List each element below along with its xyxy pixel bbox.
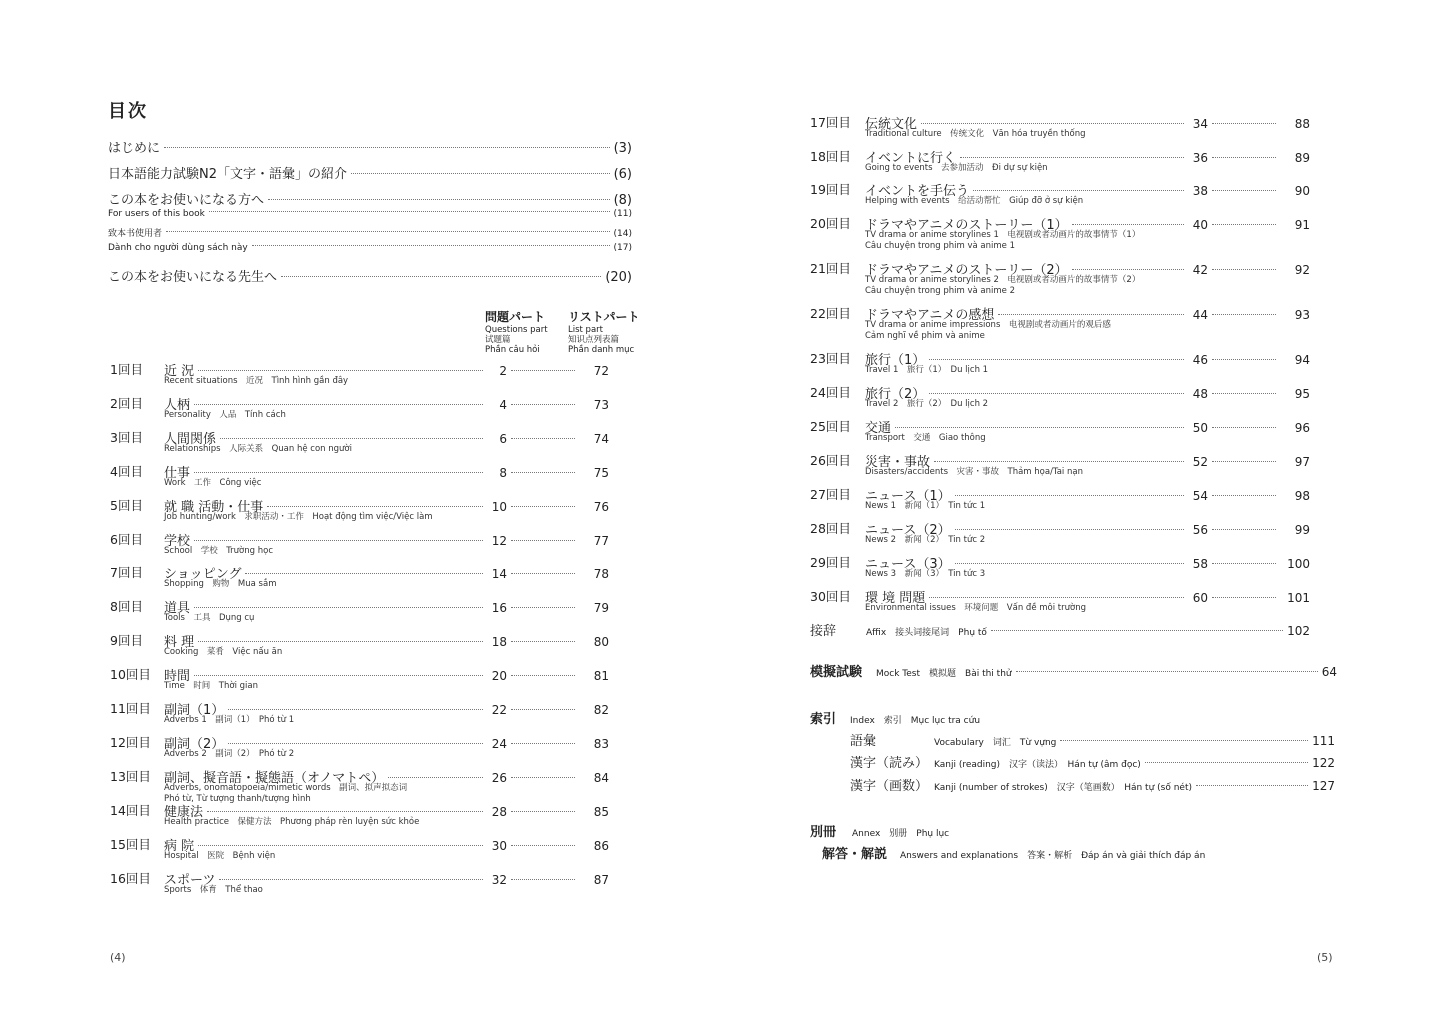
leader-dots	[511, 709, 575, 710]
leader-dots	[1212, 269, 1276, 270]
intro-label: この本をお使いになる方へ	[108, 193, 265, 208]
chapter-subtitle: News 3 新闻（3） Tin tức 3	[865, 569, 986, 579]
list-page: 85	[593, 804, 609, 819]
question-page: 54	[1192, 489, 1208, 503]
intro-page: (8)	[613, 193, 632, 208]
chapter-number: 6回目	[110, 531, 143, 547]
chapter-subtitle: Work 工作 Công việc	[164, 477, 262, 488]
index-heading: 索引 Index 索引 Mục lục tra cứu	[810, 712, 981, 727]
leader-dots	[1212, 495, 1276, 496]
chapter-number: 28回目	[810, 521, 851, 536]
list-page: 84	[593, 770, 609, 785]
intro-row[interactable]	[108, 226, 632, 239]
leader-dots	[1196, 785, 1308, 786]
chapter-subtitle: Environmental issues 环境问题 Vấn đề môi trường	[865, 603, 1086, 613]
chapter-row[interactable]	[110, 496, 669, 530]
chapter-title: 旅行（2）	[865, 387, 926, 402]
chapter-number: 14回目	[110, 802, 151, 818]
list-page: 92	[1294, 263, 1310, 277]
chapter-row[interactable]	[110, 597, 669, 631]
question-page: 52	[1192, 455, 1208, 469]
question-page: 12	[491, 533, 507, 548]
leader-dots	[1212, 314, 1276, 315]
leader-dots	[1212, 427, 1276, 428]
question-page: 42	[1192, 263, 1208, 277]
chapter-subtitle: Job hunting/work 求职活动・工作 Hoạt động tìm việc/Việc làm	[164, 511, 433, 522]
leader-dots	[194, 472, 483, 473]
chapter-subtitle: Tools 工具 Dụng cụ	[164, 613, 255, 624]
leader-dots	[511, 540, 575, 541]
leader-dots	[511, 675, 575, 676]
leader-dots	[511, 777, 575, 778]
leader-dots	[929, 597, 1184, 598]
chapter-title: 伝統文化	[865, 117, 918, 132]
leader-dots	[973, 190, 1184, 191]
chapter-subtitle: Cooking 菜肴 Việc nấu ăn	[164, 647, 283, 658]
intro-page: (17)	[613, 243, 632, 253]
chapter-title: イベントを手伝う	[865, 184, 970, 199]
intro-page: (3)	[613, 141, 632, 156]
leader-dots	[245, 573, 483, 574]
chapter-subtitle: Adverbs 2 副词（2） Phó từ 2	[164, 748, 295, 759]
chapter-subtitle: Adverbs, onomatopoeia/mimetic words 副词、拟声拟态词	[164, 782, 408, 793]
leader-dots	[1212, 123, 1276, 124]
chapter-row[interactable]	[810, 519, 1330, 553]
mock-test-row[interactable]: 模擬試験 Mock Test 模拟题 Bài thi thử 64	[810, 665, 1337, 680]
leader-dots	[1212, 563, 1276, 564]
question-page: 8	[499, 465, 507, 480]
chapter-number: 17回目	[810, 115, 851, 130]
leader-dots	[511, 370, 575, 371]
answers-row[interactable]: 解答・解説 Answers and explanations 答案・解析 Đáp án và giải thích đáp án	[822, 847, 1206, 862]
index-item-row[interactable]	[850, 775, 1335, 794]
question-page: 50	[1192, 421, 1208, 435]
chapter-title: スポーツ	[164, 872, 216, 888]
leader-dots	[207, 811, 483, 812]
intro-page: (14)	[613, 229, 632, 239]
list-page: 75	[593, 465, 609, 480]
leader-dots	[511, 641, 575, 642]
list-page: 83	[593, 736, 609, 751]
chapter-row[interactable]	[810, 259, 1330, 296]
chapter-subtitle: News 2 新闻（2） Tin tức 2	[865, 535, 986, 545]
leader-dots	[209, 211, 610, 212]
chapter-title: 副詞（1）	[164, 703, 225, 718]
list-page: 97	[1294, 455, 1310, 469]
leader-dots	[1060, 740, 1308, 741]
intro-page: (11)	[613, 209, 632, 219]
leader-dots	[511, 743, 575, 744]
chapter-number: 25回目	[810, 419, 851, 434]
chapter-number: 2回目	[110, 395, 143, 411]
intro-label: 致本书使用者	[108, 229, 163, 239]
index-item-row[interactable]	[850, 730, 1335, 749]
chapter-subtitle: Disasters/accidents 灾害・事故 Thảm họa/Tai nạn	[865, 467, 1083, 477]
chapter-number: 16回目	[110, 870, 151, 886]
list-page: 76	[593, 499, 609, 514]
intro-label: 日本語能力試験N2「文字・語彙」の紹介	[108, 167, 347, 182]
chapter-number: 3回目	[110, 429, 143, 445]
leader-dots	[955, 529, 1184, 530]
chapter-number: 26回目	[810, 453, 851, 468]
chapter-row[interactable]	[810, 485, 1330, 519]
leader-dots	[511, 879, 575, 880]
leader-dots	[511, 811, 575, 812]
intro-row[interactable]	[108, 189, 632, 208]
chapter-row[interactable]	[110, 360, 669, 394]
chapter-title: 就 職 活動・仕事	[164, 499, 264, 515]
question-page: 16	[491, 601, 507, 616]
chapter-row[interactable]	[810, 214, 1330, 251]
chapter-number: 5回目	[110, 497, 143, 513]
leader-dots	[1212, 529, 1276, 530]
chapter-title: ドラマやアニメのストーリー（2）	[865, 263, 1068, 278]
chapter-row[interactable]	[110, 394, 669, 428]
chapter-row[interactable]	[110, 530, 669, 564]
chapter-title: 人間関係	[164, 431, 217, 447]
leader-dots	[194, 404, 483, 405]
list-part-header: リストパート List part 知识点列表篇 Phần danh mục	[568, 310, 640, 355]
leader-dots	[1212, 359, 1276, 360]
chapter-title: ニュース（2）	[865, 523, 951, 538]
chapter-number: 1回目	[110, 362, 143, 377]
leader-dots	[164, 147, 610, 148]
chapter-row[interactable]	[110, 631, 669, 665]
chapter-number: 8回目	[110, 599, 143, 615]
chapter-subtitle: Time 时间 Thời gian	[164, 681, 258, 692]
leader-dots	[960, 157, 1184, 158]
leader-dots	[220, 438, 483, 439]
index-item-label: 漢字（画数）	[850, 779, 929, 794]
chapter-subtitle: News 1 新闻（1） Tin tức 1	[865, 501, 986, 511]
leader-dots	[1072, 224, 1184, 225]
chapter-title: ニュース（3）	[865, 557, 951, 572]
list-page: 77	[593, 533, 609, 548]
chapter-number: 23回目	[810, 351, 851, 366]
leader-dots	[955, 495, 1184, 496]
leader-dots	[511, 506, 575, 507]
leader-dots	[228, 743, 483, 744]
chapter-subtitle: School 学校 Trường học	[164, 545, 273, 556]
leader-dots	[198, 845, 483, 846]
leader-dots	[1212, 224, 1276, 225]
index-item-page: 111	[1312, 734, 1335, 748]
leader-dots	[921, 123, 1184, 124]
list-page: 73	[593, 397, 609, 412]
intro-page: (20)	[605, 270, 632, 285]
intro-row[interactable]	[108, 137, 632, 156]
question-page: 58	[1192, 557, 1208, 571]
chapter-title: 人柄	[164, 397, 191, 413]
chapter-number: 7回目	[110, 565, 143, 581]
leader-dots	[194, 607, 483, 608]
chapter-row[interactable]	[110, 869, 669, 903]
intro-row[interactable]	[108, 243, 632, 253]
chapter-title: 交通	[865, 421, 892, 436]
chapter-number: 30回目	[810, 589, 851, 604]
list-page: 72	[593, 364, 609, 378]
list-page: 88	[1294, 117, 1310, 131]
chapter-row[interactable]	[110, 767, 669, 804]
chapter-subtitle: Sports 体育 Thể thao	[164, 884, 263, 895]
chapter-row[interactable]	[810, 417, 1330, 451]
page-number-left: (4)	[110, 951, 126, 964]
chapter-title: 病 院	[164, 838, 195, 854]
leader-dots	[1212, 461, 1276, 462]
leader-dots	[388, 777, 483, 778]
leader-dots	[511, 438, 575, 439]
index-item-desc: Kanji (reading) 汉字（读法） Hán tự (âm đọc)	[934, 760, 1141, 770]
list-page: 99	[1294, 523, 1310, 537]
question-page: 18	[491, 635, 507, 650]
leader-dots	[351, 173, 610, 174]
leader-dots	[281, 276, 601, 277]
question-page: 60	[1192, 591, 1208, 605]
chapter-row[interactable]	[110, 699, 669, 733]
index-item-label: 語彙	[850, 734, 877, 749]
leader-dots	[998, 314, 1184, 315]
chapter-row[interactable]	[110, 462, 669, 496]
chapter-row[interactable]	[810, 113, 1330, 147]
leader-dots	[929, 393, 1184, 394]
page-number-right: (5)	[1317, 951, 1333, 964]
chapter-number: 10回目	[110, 667, 151, 683]
chapter-number: 18回目	[810, 149, 851, 164]
leader-dots	[268, 199, 610, 200]
leader-dots	[252, 245, 610, 246]
chapter-subtitle: Adverbs 1 副词（1） Phó từ 1	[164, 715, 295, 725]
index-item-row[interactable]	[850, 752, 1335, 771]
intro-page: (6)	[613, 167, 632, 182]
list-page: 74	[593, 431, 609, 446]
list-page: 100	[1287, 557, 1310, 571]
leader-dots	[934, 461, 1184, 462]
chapter-row[interactable]	[810, 587, 1330, 621]
chapter-subtitle: TV drama or anime storylines 1 电视剧或者动画片的故事情节（1）	[865, 230, 1141, 240]
question-page: 14	[491, 567, 507, 582]
leader-dots	[511, 573, 575, 574]
list-page: 94	[1294, 353, 1310, 367]
list-page: 78	[593, 567, 609, 582]
chapter-subtitle: Going to events 去参加活动 Đi dự sự kiện	[865, 163, 1048, 173]
leader-dots	[955, 563, 1184, 564]
chapter-row[interactable]	[110, 801, 669, 835]
chapter-row[interactable]	[110, 665, 669, 699]
index-item-page: 127	[1312, 779, 1335, 793]
list-page: 101	[1287, 591, 1310, 605]
leader-dots	[194, 540, 483, 541]
question-page: 26	[491, 770, 507, 785]
chapter-number: 19回目	[810, 182, 851, 197]
question-page: 38	[1192, 184, 1208, 198]
chapter-subtitle: Recent situations 近况 Tình hình gần đây	[164, 376, 349, 386]
chapter-number: 20回目	[810, 216, 851, 231]
intro-label: はじめに	[108, 141, 161, 156]
intro-row[interactable]	[108, 266, 632, 285]
chapter-number: 11回目	[110, 701, 151, 716]
leader-dots	[198, 641, 483, 642]
chapter-row[interactable]	[110, 563, 669, 597]
index-item-desc: Vocabulary 词汇 Từ vựng	[934, 738, 1057, 748]
affix-row[interactable]: 接辞 Affix 接头词接尾词 Phụ tố 102	[810, 624, 1310, 639]
intro-label: Dành cho người dùng sách này	[108, 243, 248, 253]
list-page: 86	[593, 838, 609, 853]
list-page: 96	[1294, 421, 1310, 435]
chapter-subtitle-2: Câu chuyện trong phim và anime 2	[865, 286, 1015, 296]
question-page: 32	[491, 872, 507, 887]
leader-dots	[219, 879, 483, 880]
chapter-title: ドラマやアニメの感想	[865, 308, 995, 323]
chapter-row[interactable]	[110, 733, 669, 767]
leader-dots	[1212, 597, 1276, 598]
chapter-subtitle: Travel 1 旅行（1） Du lịch 1	[865, 365, 989, 375]
chapter-subtitle: Shopping 购物 Mua sắm	[164, 579, 277, 590]
list-page: 90	[1294, 184, 1310, 198]
question-page: 24	[491, 736, 507, 751]
leader-dots	[929, 359, 1184, 360]
chapter-subtitle: Health practice 保健方法 Phương pháp rèn luyện sức khỏe	[164, 816, 420, 827]
leader-dots	[1072, 269, 1184, 270]
leader-dots	[511, 845, 575, 846]
chapter-number: 29回目	[810, 555, 851, 570]
chapter-title: 旅行（1）	[865, 353, 926, 368]
chapter-number: 13回目	[110, 768, 151, 784]
chapter-title: 副詞（2）	[164, 736, 225, 752]
index-item-desc: Kanji (number of strokes) 汉字（笔画数） Hán tự (số nét)	[934, 783, 1193, 793]
list-page: 95	[1294, 387, 1310, 401]
list-page: 87	[593, 872, 609, 887]
question-page: 2	[499, 364, 507, 378]
list-page: 89	[1294, 151, 1310, 165]
chapter-row[interactable]	[110, 835, 669, 869]
leader-dots	[511, 472, 575, 473]
left-page	[0, 0, 722, 1021]
chapter-row[interactable]	[810, 180, 1330, 214]
chapter-subtitle: Travel 2 旅行（2） Du lịch 2	[865, 399, 989, 409]
chapter-subtitle: Helping with events 给活动帮忙 Giúp đỡ ở sự kiện	[865, 196, 1084, 206]
chapter-number: 15回目	[110, 836, 151, 852]
question-page: 30	[491, 838, 507, 853]
intro-label: For users of this book	[108, 209, 205, 219]
question-page: 48	[1192, 387, 1208, 401]
chapter-title: 仕事	[164, 465, 191, 481]
question-page: 46	[1192, 353, 1208, 367]
chapter-subtitle: Transport 交通 Giao thông	[865, 433, 986, 443]
chapter-title: 副詞、擬音語・擬態語（オノマトペ）	[164, 770, 385, 786]
question-page: 40	[1192, 218, 1208, 232]
intro-label: この本をお使いになる先生へ	[108, 270, 278, 285]
list-page: 81	[593, 669, 609, 684]
chapter-title: 時間	[164, 669, 191, 685]
question-page: 44	[1192, 308, 1208, 322]
chapter-row[interactable]	[810, 451, 1330, 485]
chapter-title: 道具	[164, 601, 191, 617]
toc-title: 目次	[108, 101, 148, 122]
chapter-number: 9回目	[110, 633, 143, 649]
index-item-page: 122	[1312, 756, 1335, 770]
chapter-subtitle-2: Phó từ, Từ tượng thanh/tượng hình	[164, 793, 311, 804]
index-item-label: 漢字（読み）	[850, 756, 929, 771]
chapter-title: 料 理	[164, 635, 195, 651]
leader-dots	[267, 506, 483, 507]
question-page: 4	[499, 397, 507, 412]
list-page: 79	[593, 601, 609, 616]
intro-row[interactable]	[108, 209, 632, 219]
question-page: 22	[491, 703, 507, 717]
list-page: 91	[1294, 218, 1310, 232]
leader-dots	[895, 427, 1184, 428]
chapter-row[interactable]	[810, 553, 1330, 587]
question-page: 36	[1192, 151, 1208, 165]
right-page	[722, 0, 1445, 1021]
leader-dots	[198, 370, 483, 371]
chapter-row[interactable]	[810, 383, 1330, 417]
chapter-title: 近 況	[164, 364, 195, 379]
leader-dots	[228, 709, 483, 710]
chapter-subtitle: TV drama or anime storylines 2 电视剧或者动画片的故事情节（2）	[865, 275, 1141, 285]
chapter-title: イベントに行く	[865, 151, 957, 166]
chapter-number: 22回目	[810, 306, 851, 321]
leader-dots	[1145, 762, 1308, 763]
chapter-row[interactable]	[810, 349, 1330, 383]
chapter-title: 災害・事故	[865, 455, 931, 470]
chapter-title: 健康法	[164, 804, 204, 820]
question-page: 28	[491, 804, 507, 819]
chapter-subtitle-2: Cảm nghĩ về phim và anime	[865, 331, 985, 341]
chapter-title: 学校	[164, 533, 191, 549]
chapter-number: 21回目	[810, 261, 851, 276]
question-page: 56	[1192, 523, 1208, 537]
chapter-subtitle: Personality 人品 Tính cách	[164, 409, 286, 420]
leader-dots	[166, 231, 610, 232]
chapter-row[interactable]	[110, 428, 669, 462]
leader-dots	[194, 675, 483, 676]
chapter-subtitle: TV drama or anime impressions 电视剧或者动画片的观后感	[865, 320, 1111, 330]
intro-row[interactable]	[108, 163, 632, 182]
chapter-number: 12回目	[110, 734, 151, 750]
question-part-header: 問題パート Questions part 试题篇 Phần câu hỏi	[485, 310, 548, 355]
chapter-subtitle-2: Câu chuyện trong phim và anime 1	[865, 241, 1015, 251]
chapter-subtitle: Relationships 人际关系 Quan hệ con người	[164, 443, 352, 454]
question-page: 10	[491, 499, 507, 514]
chapter-subtitle: Traditional culture 传统文化 Văn hóa truyền thống	[865, 129, 1086, 139]
list-page: 80	[593, 635, 609, 650]
question-page: 20	[491, 669, 507, 684]
question-page: 34	[1192, 117, 1208, 131]
leader-dots	[1212, 157, 1276, 158]
chapter-subtitle: Hospital 医院 Bệnh viện	[164, 850, 276, 861]
list-page: 98	[1294, 489, 1310, 503]
leader-dots	[1212, 393, 1276, 394]
chapter-title: ドラマやアニメのストーリー（1）	[865, 218, 1068, 233]
chapter-number: 27回目	[810, 487, 851, 502]
leader-dots	[1212, 190, 1276, 191]
list-page: 82	[593, 703, 609, 717]
chapter-title: ニュース（1）	[865, 489, 951, 504]
leader-dots	[511, 404, 575, 405]
question-page: 6	[499, 431, 507, 446]
chapter-row[interactable]	[810, 304, 1330, 341]
chapter-title: 環 境 問題	[865, 591, 926, 606]
leader-dots	[511, 607, 575, 608]
chapter-number: 24回目	[810, 385, 851, 400]
list-page: 93	[1294, 308, 1310, 322]
chapter-number: 4回目	[110, 463, 143, 479]
chapter-row[interactable]	[810, 147, 1330, 181]
chapter-title: ショッピング	[164, 567, 242, 583]
annex-heading: 別冊 Annex 别册 Phụ lục	[810, 825, 950, 840]
